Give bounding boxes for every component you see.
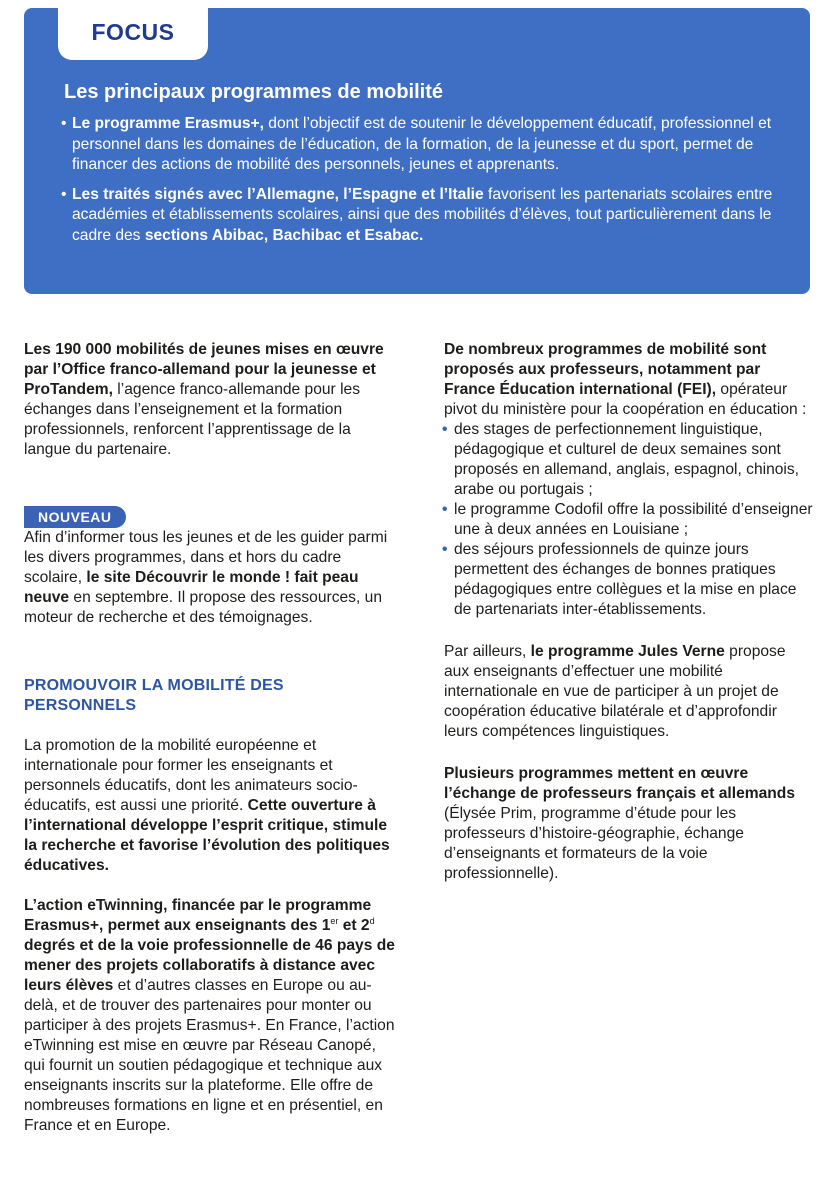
paragraph-jules-verne: Par ailleurs, le programme Jules Verne propose aux enseignants d’effectuer une mobilité internationale en vue de participer à un projet de coopération éducative bilatérale et d’approfondir leurs compétences linguistiques. <box>444 643 786 740</box>
paragraph-echange-profs: Plusieurs programmes mettent en œuvre l’échange de professeurs français et allemands (Élysée Prim, programme d’étude pour les professeurs d’histoire-géographie, échange d’enseignants et formateurs de la voie professionnelle). <box>444 765 796 882</box>
list-item: • des séjours professionnels de quinze jours permettent des échanges de bonnes pratiques pédagogiques entre collègues et la mise en place de partenariats inter-établissements. <box>444 540 814 620</box>
section-title-mobilite: PROMOUVOIR LA MOBILITÉ DES PERSONNELS <box>24 677 284 714</box>
focus-item-erasmus: • Le programme Erasmus+, dont l’objectif est de soutenir le développement éducatif, professionnel et personnel dans les domaines de l’éducation, de la formation, de la jeunesse et du sport, permet de financer des actions de mobilité des personnels, jeunes et apprenants. <box>72 114 784 176</box>
focus-list <box>72 114 784 255</box>
focus-box <box>24 8 810 294</box>
nouveau-badge: NOUVEAU <box>24 506 126 528</box>
paragraph-fei: De nombreux programmes de mobilité sont proposés aux professeurs, notamment par France Éducation international (FEI), opérateur pivot du ministère pour la coopération en éducation : <box>444 341 807 418</box>
paragraph-promotion: La promotion de la mobilité européenne et internationale pour former les enseignants et personnels éducatifs, dont les animateurs socio-éducatifs, est aussi une priorité. Cette ouverture à l’international développe l’esprit critique, stimule la recherche et favorise l’évolution des politiques éducatives. <box>24 737 390 874</box>
list-item: • le programme Codofil offre la possibilité d’enseigner une à deux années en Louisiane ; <box>444 500 814 540</box>
focus-tab: FOCUS <box>58 0 208 60</box>
paragraph-decouvrir: Afin d’informer tous les jeunes et de les guider parmi les divers programmes, dans et hors du cadre scolaire, le site Découvrir le monde ! fait peau neuve en septembre. Il propose des ressources, un moteur de recherche et des témoignages. <box>24 529 388 626</box>
nouveau-badge-row <box>24 506 399 528</box>
paragraph-etwinning: L’action eTwinning, financée par le programme Erasmus+, permet aux enseignants des 1er et 2$^d$ degrés et de la voie professionnelle de 46 pays de mener des projets collaboratifs à distance avec leurs élèves et d’autres classes en Europe ou au-delà, et de trouver des partenaires pour monter ou participer à des projets Erasmus+. En France, l’action eTwinning est mise en œuvre par Réseau Canopé, qui fournit un soutien pédagogique et technique aux enseignants inscrits sur la plateforme. Elle offre de nombreuses formations en ligne et en présentiel, en France et en Europe. <box>24 897 395 1134</box>
focus-item-traites: • Les traités signés avec l’Allemagne, l’Espagne et l’Italie favorisent les partenariats scolaires entre académies et établissements scolaires, ainsi que des mobilités d’élèves, tout particulièrement dans le cadre des sections Abibac, Bachibac et Esabac. <box>72 185 784 247</box>
paragraph-ofaj: Les 190 000 mobilités de jeunes mises en œuvre par l’Office franco-allemand pour la jeunesse et ProTandem, l’agence franco-allemande pour les échanges dans l’enseignement et la formation professionnels, renforcent l’apprentissage de la langue du partenaire. <box>24 341 384 458</box>
fei-programs-list <box>444 420 814 620</box>
decouvrir-le-monde-link: le site Découvrir le monde ! fait peau neuve <box>24 569 359 606</box>
list-item: • des stages de perfectionnement linguistique, pédagogique et culturel de deux semaines sont proposés en allemand, anglais, espagnol, chinois, arabe ou portugais ; <box>444 420 814 500</box>
right-column <box>444 340 814 884</box>
left-column <box>24 340 399 1136</box>
focus-title: Les principaux programmes de mobilité <box>64 81 443 103</box>
